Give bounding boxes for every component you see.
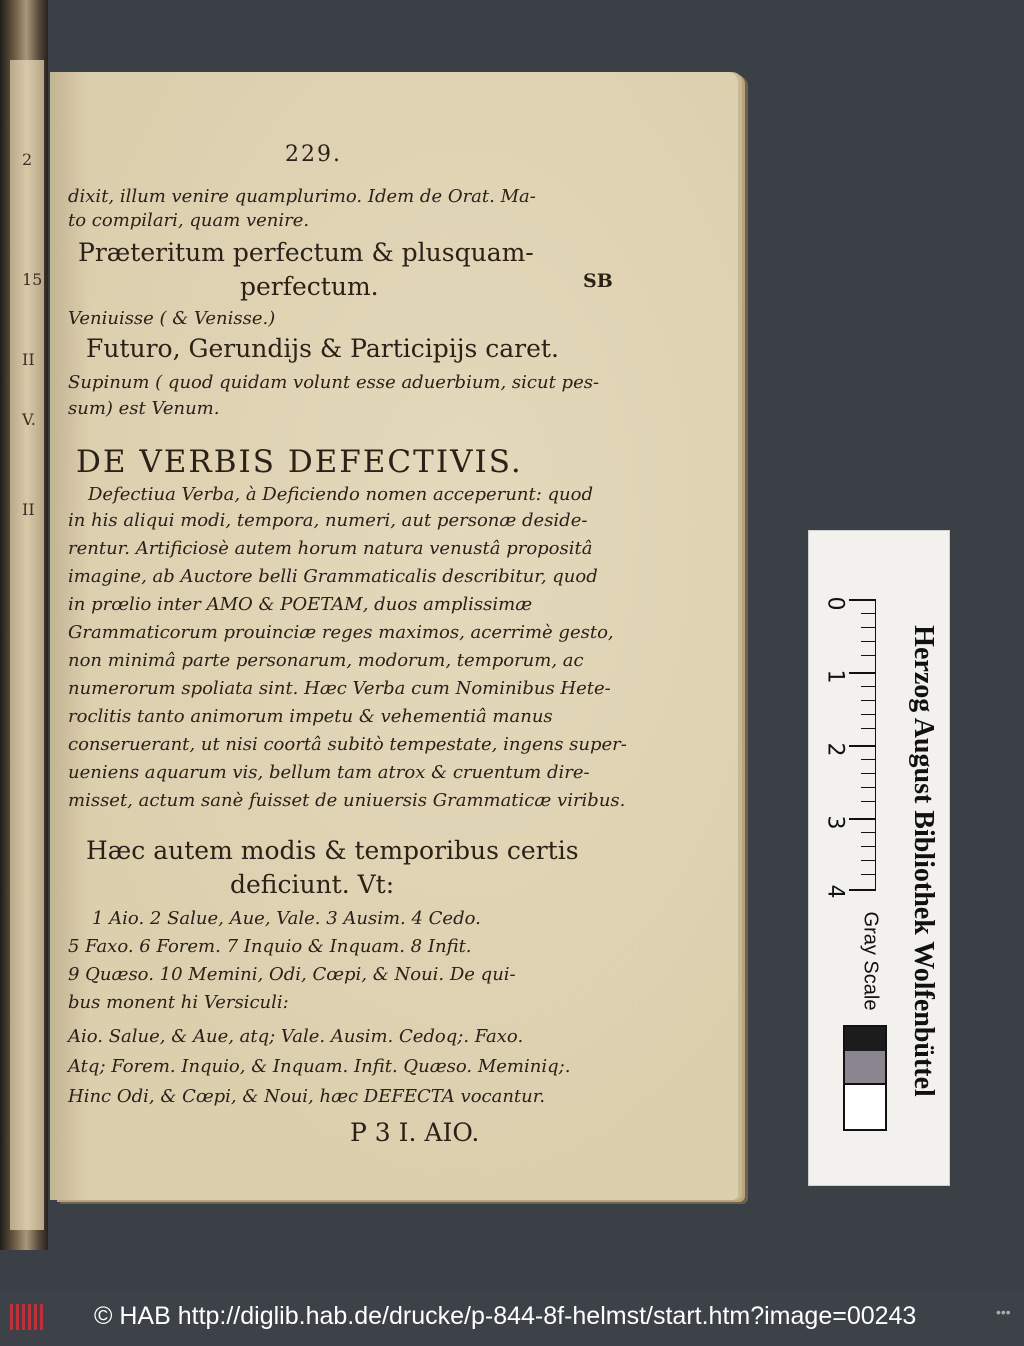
- swatch-white: [843, 1085, 887, 1131]
- ruler-tick: [861, 686, 875, 687]
- text-line: non minimâ parte personarum, modorum, temporum, ac: [68, 650, 584, 671]
- text-line: imagine, ab Auctore belli Grammaticalis describitur, quod: [68, 566, 598, 587]
- ruler-tick: [861, 641, 875, 642]
- color-calibration-bar: [808, 530, 950, 1186]
- ruler-tick: [861, 832, 875, 833]
- ruler-tick: [861, 860, 875, 861]
- ruler-tick: [849, 745, 875, 747]
- copyright-url: © HAB http://diglib.hab.de/drucke/p-844-8f-helmst/start.htm?image=00243: [94, 1302, 917, 1330]
- more-icon[interactable]: •••: [996, 1304, 1011, 1320]
- ruler-tick: [861, 714, 875, 715]
- text-line: bus monent hi Versiculi:: [68, 992, 289, 1013]
- ruler-tick: [849, 818, 875, 820]
- ruler-label: 1: [822, 669, 848, 684]
- ruler-tick: [861, 627, 875, 628]
- gray-scale-label: Gray Scale: [859, 911, 882, 1011]
- text-line: in his aliqui modi, tempora, numeri, aut personæ deside-: [68, 510, 588, 531]
- ruler-tick: [861, 773, 875, 774]
- text-line: Grammaticorum prouinciæ reges maximos, acerrimè gesto,: [68, 622, 614, 643]
- text-line: perfectum.: [240, 272, 379, 301]
- previous-page-edge: 2 15 II V. II: [10, 60, 44, 1230]
- text-line: dixit, illum venire quamplurimo. Idem de Orat. Ma-: [68, 186, 536, 207]
- ruler-label: 3: [822, 815, 848, 830]
- catchword-line: P 3 I. AIO.: [350, 1118, 480, 1147]
- text-line: 1 Aio. 2 Salue, Aue, Vale. 3 Ausim. 4 Cedo.: [92, 908, 481, 929]
- ruler-tick: [861, 846, 875, 847]
- text-line: deficiunt. Vt:: [230, 870, 395, 899]
- page-number: 229.: [285, 142, 342, 167]
- ruler-tick: [849, 599, 875, 601]
- text-line: Futuro, Gerundijs & Participijs caret.: [86, 334, 559, 363]
- text-line: numerorum spoliata sint. Hæc Verba cum Nominibus Hete-: [68, 678, 611, 699]
- ruler-tick: [849, 672, 875, 674]
- text-line: ueniens aquarum vis, bellum tam atrox & cruentum dire-: [68, 762, 590, 783]
- text-line: Præteritum perfectum & plusquam-: [78, 238, 534, 267]
- ruler-label: 0: [822, 596, 848, 611]
- ruler-label: 4: [822, 884, 848, 899]
- ruler-tick: [861, 787, 875, 788]
- text-line: Hinc Odi, & Cœpi, & Noui, hæc DEFECTA vocantur.: [68, 1086, 546, 1107]
- ruler-line: [875, 599, 876, 891]
- ruler-tick: [861, 874, 875, 875]
- institution-label: Herzog August Bibliothek Wolfenbüttel: [908, 625, 939, 1097]
- text-line: roclitis tanto animorum impetu & vehementiâ manus: [68, 706, 553, 727]
- section-heading: DE VERBIS DEFECTIVIS.: [76, 444, 523, 480]
- text-line: Veniuisse ( & Venisse.): [68, 308, 276, 329]
- text-line: Defectiua Verba, à Deficiendo nomen acceperunt: quod: [88, 484, 593, 505]
- text-line: Supinum ( quod quidam volunt esse aduerbium, sicut pes-: [68, 372, 600, 393]
- ruler-tick: [861, 700, 875, 701]
- text-line: to compilari, quam venire.: [68, 210, 310, 231]
- text-line: sum) est Venum.: [68, 398, 220, 419]
- ruler-tick: [861, 655, 875, 656]
- swatch-gray: [843, 1051, 887, 1085]
- text-line: Atq; Forem. Inquio, & Inquam. Infit. Quæso. Meminiq;.: [68, 1056, 571, 1077]
- signature-mark: SB: [583, 270, 613, 292]
- ruler-tick: [861, 728, 875, 729]
- footer-bar: [0, 1290, 1024, 1346]
- text-line: Hæc autem modis & temporibus certis: [86, 836, 579, 865]
- ruler-tick: [861, 759, 875, 760]
- text-line: 5 Faxo. 6 Forem. 7 Inquio & Inquam. 8 Infit.: [68, 936, 472, 957]
- ruler-tick: [861, 801, 875, 802]
- text-line: rentur. Artificiosè autem horum natura venustâ propositâ: [68, 538, 593, 559]
- text-line: 9 Quæso. 10 Memini, Odi, Cœpi, & Noui. De qui-: [68, 964, 516, 985]
- text-line: in prœlio inter AMO & POETAM, duos amplissimæ: [68, 594, 533, 615]
- text-line: misset, actum sanè fuisset de uniuersis Grammaticæ viribus.: [68, 790, 626, 811]
- ruler-tick: [861, 613, 875, 614]
- ruler-label: 2: [822, 742, 848, 757]
- text-line: Aio. Salue, & Aue, atq; Vale. Ausim. Cedoq;. Faxo.: [68, 1026, 524, 1047]
- ruler-tick: [849, 889, 875, 891]
- hab-logo-icon: [10, 1304, 44, 1330]
- text-line: conseruerant, ut nisi coortâ subitò tempestate, ingens super-: [68, 734, 627, 755]
